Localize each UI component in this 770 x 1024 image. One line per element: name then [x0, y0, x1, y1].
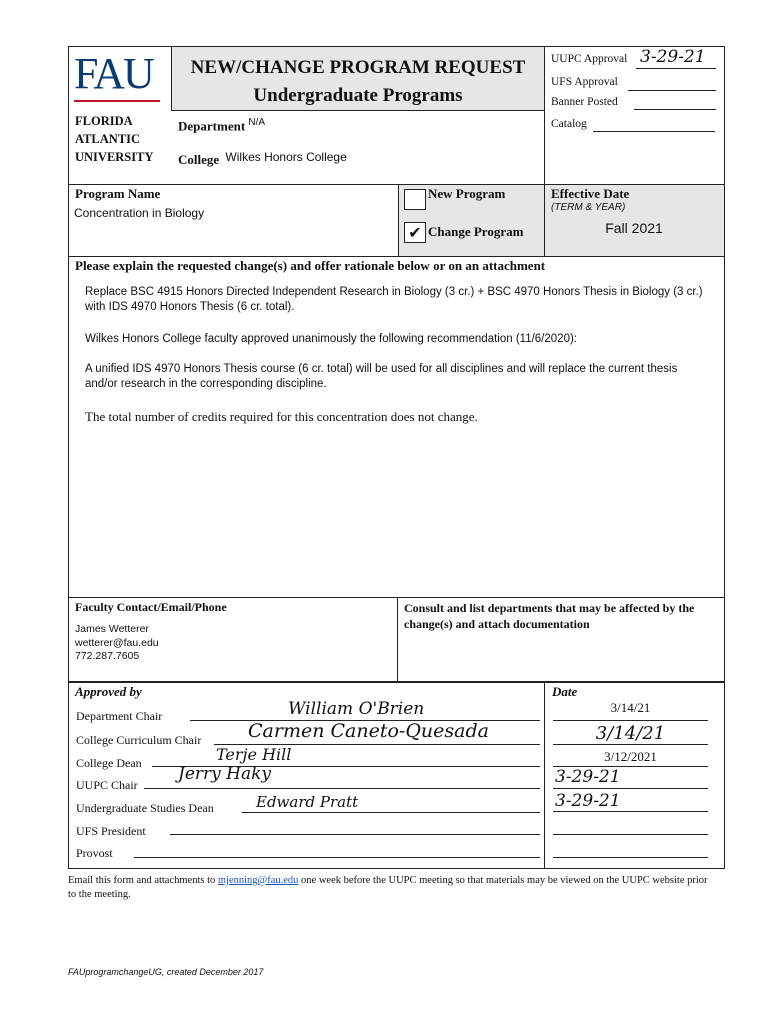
- uupc-approval-value: 3-29-21: [640, 47, 706, 67]
- consult-label: Consult and list departments that may be affected by the change(s) and attach documentation: [404, 601, 695, 631]
- approval-role: Provost: [76, 846, 113, 860]
- university-line: ATLANTIC: [75, 132, 141, 146]
- approval-signature: Jerry Haky: [178, 764, 272, 784]
- contact-name: James Wetterer: [75, 623, 149, 635]
- approval-date: 3/14/21: [595, 723, 666, 744]
- ufs-approval-line: [628, 90, 716, 91]
- footer-instructions: [68, 874, 708, 902]
- explain-para4: The total number of credits required for this concentration does not change.: [85, 409, 478, 424]
- form-version: FAUprogramchangeUG, created December 2017: [68, 967, 264, 977]
- catalog-label: Catalog: [551, 118, 587, 130]
- effective-date-label: Effective Date: [551, 186, 630, 201]
- date-line: [553, 720, 708, 721]
- approval-role: Undergraduate Studies Dean: [76, 801, 214, 815]
- approval-signature: Carmen Caneto-Quesada: [248, 720, 489, 742]
- divider: [397, 597, 398, 681]
- banner-posted-line: [634, 109, 716, 110]
- change-program-checkbox[interactable]: [404, 222, 426, 243]
- signature-line: [134, 857, 540, 858]
- approval-signature: William O'Brien: [288, 699, 425, 719]
- program-name-label: Program Name: [75, 186, 161, 201]
- date-line: [553, 744, 708, 745]
- contact-phone: 772.287.7605: [75, 650, 140, 662]
- college-label: College: [178, 152, 220, 167]
- new-program-label: New Program: [428, 186, 506, 201]
- email-link[interactable]: mjenning@fau.edu: [217, 875, 299, 886]
- new-program-checkbox[interactable]: [404, 189, 426, 210]
- approval-role: UFS President: [76, 824, 146, 838]
- divider: [544, 681, 545, 869]
- fau-logo: [74, 49, 164, 104]
- signature-line: [242, 812, 540, 813]
- department-value: N/A: [248, 117, 266, 128]
- banner-posted-label: Banner Posted: [551, 96, 618, 108]
- contact-email: wetterer@fau.edu: [75, 636, 159, 649]
- logo-underline: [74, 100, 160, 102]
- approval-date: 3/14/21: [610, 700, 651, 715]
- explain-para2: Wilkes Honors College faculty approved unanimously the following recommendation (11/6/2020):: [85, 333, 577, 345]
- date-heading: Date: [552, 684, 578, 699]
- approval-signature: Terje Hill: [216, 745, 292, 764]
- program-name-value: Concentration in Biology: [74, 206, 205, 220]
- approved-by-heading: Approved by: [75, 684, 142, 699]
- date-line: [553, 857, 708, 858]
- signature-line: [144, 788, 540, 789]
- approval-signature: Edward Pratt: [256, 793, 359, 811]
- college-value: Wilkes Honors College: [225, 150, 347, 164]
- explain-para3: A unified IDS 4970 Honors Thesis course (6 cr. total) will be used for all disciplines and will replace the current thesis and/or research in the corresponding discipline.: [85, 363, 678, 390]
- footer-suffix: one week before the UUPC meeting so that materials may be viewed on the UUPC website prior to the meeting.: [68, 875, 708, 900]
- date-line: [553, 811, 708, 812]
- title-line2: Undergraduate Programs: [253, 85, 463, 106]
- department-field: [178, 117, 265, 134]
- department-label: Department: [178, 118, 246, 134]
- approval-role: Department Chair: [76, 709, 163, 723]
- approval-date: 3/12/2021: [604, 749, 657, 764]
- page-title: [171, 54, 545, 110]
- contact-info: [75, 623, 159, 664]
- approval-date: 3-29-21: [555, 767, 621, 787]
- title-line1: NEW/CHANGE PROGRAM REQUEST: [190, 57, 526, 78]
- footer-prefix: Email this form and attachments to: [68, 875, 218, 886]
- uupc-approval-label: UUPC Approval: [551, 53, 628, 65]
- ufs-approval-label: UFS Approval: [551, 76, 618, 88]
- contact-label: Faculty Contact/Email/Phone: [75, 600, 227, 614]
- date-line: [553, 834, 708, 835]
- divider: [69, 256, 724, 257]
- approval-date: 3-29-21: [555, 791, 621, 811]
- effective-date-value: Fall 2021: [605, 220, 663, 236]
- check-icon: ✔: [408, 225, 422, 242]
- approval-role: College Dean: [76, 756, 142, 770]
- divider: [69, 681, 724, 683]
- catalog-line: [593, 131, 715, 132]
- logo-text: FAU: [74, 49, 153, 98]
- change-program-label: Change Program: [428, 224, 524, 239]
- signature-line: [170, 834, 540, 835]
- university-line: UNIVERSITY: [75, 150, 154, 164]
- uupc-approval-line: [636, 68, 716, 69]
- date-line: [553, 788, 708, 789]
- effective-date-hint: (TERM & YEAR): [551, 202, 626, 213]
- approval-role: College Curriculum Chair: [76, 733, 202, 747]
- college-field: [178, 149, 347, 165]
- university-name: [75, 112, 154, 166]
- explain-heading: Please explain the requested change(s) and offer rationale below or on an attachment: [75, 258, 546, 273]
- approval-role: UUPC Chair: [76, 778, 138, 792]
- university-line: FLORIDA: [75, 114, 133, 128]
- explain-para1: Replace BSC 4915 Honors Directed Independent Research in Biology (3 cr.) + BSC 4970 Honors Thesis in Biology (3 cr.) with IDS 4970 Honors Thesis (6 cr. total).: [85, 286, 703, 313]
